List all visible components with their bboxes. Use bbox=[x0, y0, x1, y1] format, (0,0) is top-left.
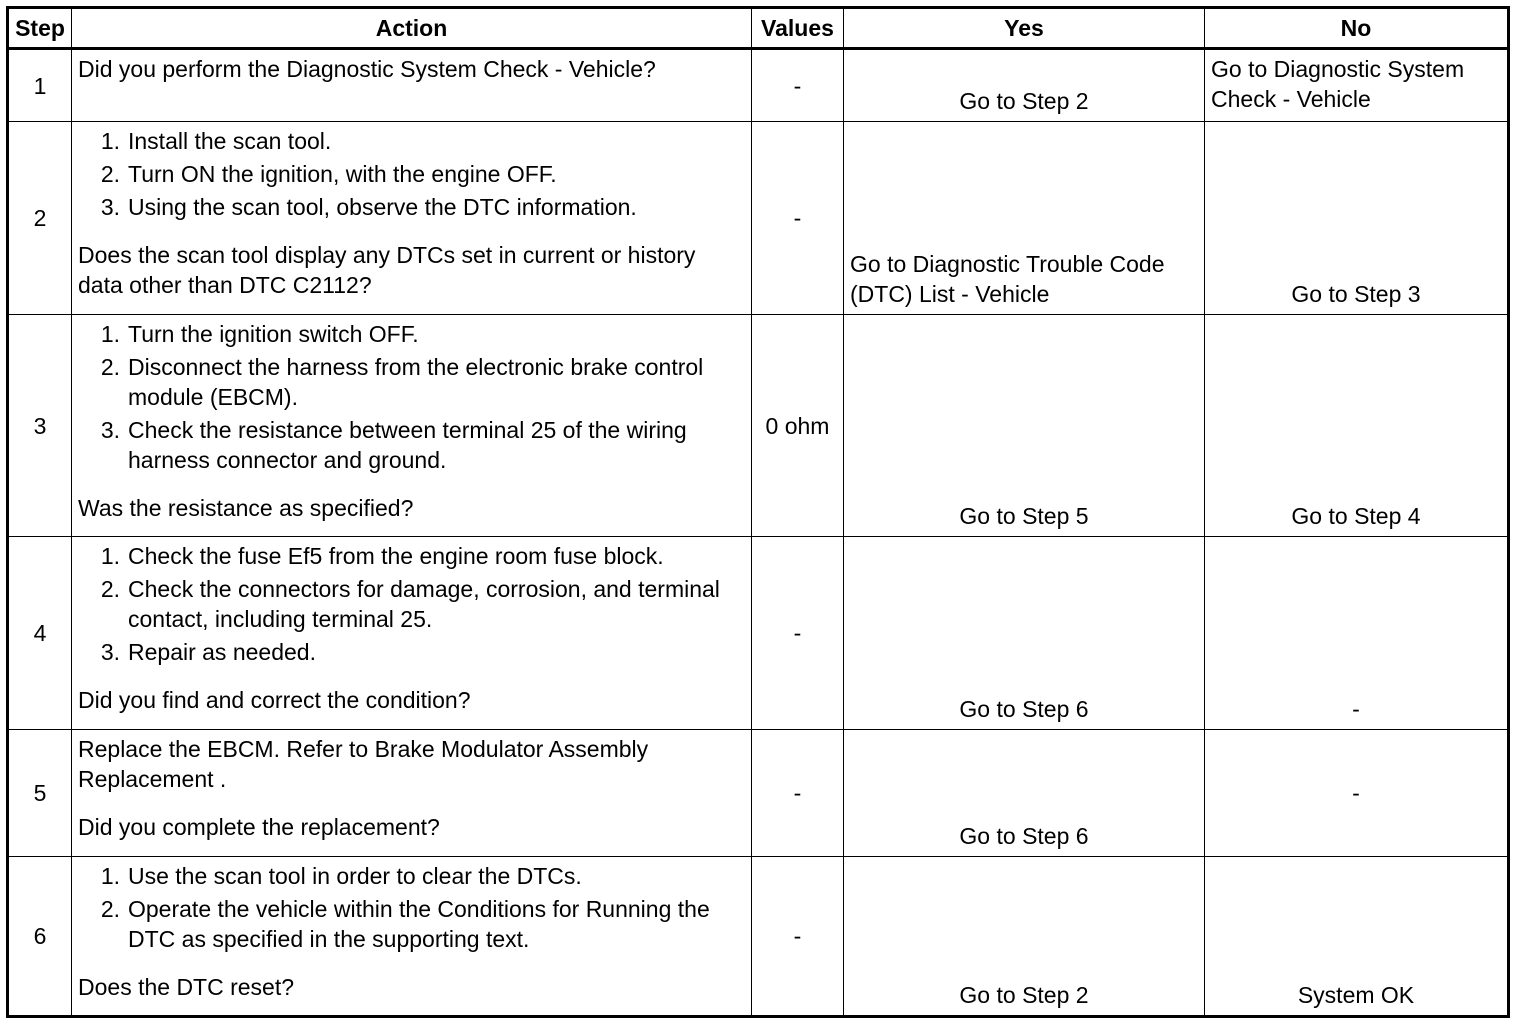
action-text: Replace the EBCM. Refer to Brake Modulator Assembly Replacement . bbox=[78, 736, 649, 792]
no-cell: - bbox=[1205, 730, 1509, 857]
list-item: 2. Disconnect the harness from the electronic brake control module (EBCM). bbox=[100, 354, 704, 410]
yes-cell: Go to Diagnostic Trouble Code (DTC) List - Vehicle bbox=[844, 122, 1205, 315]
step-number: 2 bbox=[8, 122, 72, 315]
list-item: 2. Check the connectors for damage, corrosion, and terminal contact, including terminal 25. bbox=[100, 576, 720, 632]
values-cell: - bbox=[752, 122, 844, 315]
action-steps bbox=[78, 319, 745, 475]
action-steps bbox=[78, 126, 745, 222]
yes-cell: Go to Step 6 bbox=[844, 537, 1205, 730]
no-cell: Go to Diagnostic System Check - Vehicle bbox=[1205, 49, 1509, 122]
table-row bbox=[8, 730, 1509, 857]
diagnostic-table bbox=[6, 6, 1510, 1018]
action-cell bbox=[72, 537, 752, 730]
header-no: No bbox=[1205, 8, 1509, 49]
action-cell bbox=[72, 315, 752, 537]
action-steps bbox=[78, 541, 745, 667]
step-number: 4 bbox=[8, 537, 72, 730]
action-text: Did you perform the Diagnostic System Check - Vehicle? bbox=[78, 56, 656, 82]
table-row bbox=[8, 857, 1509, 1017]
action-cell bbox=[72, 730, 752, 857]
header-row bbox=[8, 8, 1509, 49]
header-step: Step bbox=[8, 8, 72, 49]
action-cell bbox=[72, 49, 752, 122]
action-question: Did you find and correct the condition? bbox=[78, 687, 471, 713]
header-yes: Yes bbox=[844, 8, 1205, 49]
yes-cell: Go to Step 5 bbox=[844, 315, 1205, 537]
yes-cell: Go to Step 6 bbox=[844, 730, 1205, 857]
list-item: 3. Repair as needed. bbox=[100, 639, 316, 665]
list-item: 2. Turn ON the ignition, with the engine OFF. bbox=[100, 161, 557, 187]
yes-cell: Go to Step 2 bbox=[844, 49, 1205, 122]
no-cell: System OK bbox=[1205, 857, 1509, 1017]
values-cell: - bbox=[752, 730, 844, 857]
table-row bbox=[8, 122, 1509, 315]
step-number: 3 bbox=[8, 315, 72, 537]
action-cell bbox=[72, 122, 752, 315]
values-cell: - bbox=[752, 857, 844, 1017]
list-item: 3. Check the resistance between terminal 25 of the wiring harness connector and ground. bbox=[100, 417, 687, 473]
action-question: Does the DTC reset? bbox=[78, 974, 295, 1000]
list-item: 1. Install the scan tool. bbox=[100, 128, 332, 154]
action-question: Does the scan tool display any DTCs set in current or history data other than DTC C2112? bbox=[78, 242, 696, 298]
action-question: Did you complete the replacement? bbox=[78, 814, 440, 840]
yes-cell: Go to Step 2 bbox=[844, 857, 1205, 1017]
values-cell: 0 ohm bbox=[752, 315, 844, 537]
header-action: Action bbox=[72, 8, 752, 49]
table-row bbox=[8, 49, 1509, 122]
list-item: 1. Use the scan tool in order to clear the DTCs. bbox=[100, 863, 582, 889]
list-item: 3. Using the scan tool, observe the DTC information. bbox=[100, 194, 637, 220]
no-cell: Go to Step 3 bbox=[1205, 122, 1509, 315]
values-cell: - bbox=[752, 49, 844, 122]
action-cell bbox=[72, 857, 752, 1017]
table-row bbox=[8, 315, 1509, 537]
list-item: 1. Check the fuse Ef5 from the engine room fuse block. bbox=[100, 543, 664, 569]
action-question: Was the resistance as specified? bbox=[78, 495, 414, 521]
step-number: 6 bbox=[8, 857, 72, 1017]
step-number: 5 bbox=[8, 730, 72, 857]
step-number: 1 bbox=[8, 49, 72, 122]
values-cell: - bbox=[752, 537, 844, 730]
table-row bbox=[8, 537, 1509, 730]
header-values: Values bbox=[752, 8, 844, 49]
list-item: 1. Turn the ignition switch OFF. bbox=[100, 321, 419, 347]
list-item: 2. Operate the vehicle within the Conditions for Running the DTC as specified in the supporting text. bbox=[100, 896, 710, 952]
no-cell: Go to Step 4 bbox=[1205, 315, 1509, 537]
no-cell: - bbox=[1205, 537, 1509, 730]
action-steps bbox=[78, 861, 745, 954]
